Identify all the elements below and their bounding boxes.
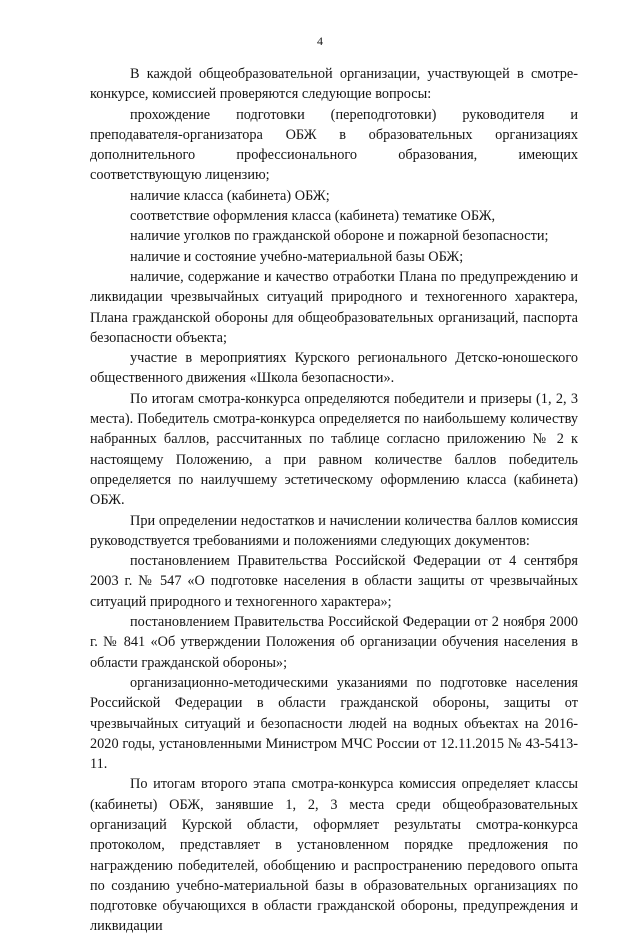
paragraph-item-material-base: наличие и состояние учебно-материальной базы ОБЖ; <box>130 248 464 265</box>
paragraph-winners: По итогам смотра-конкурса определяются победители и призеры (1, 2, 3 места). Победитель смотра-конкурса определяется по наибольшему количеству набранных баллов, рассчитанных по таблице согласно приложению № 2 к настоящему Положению, а при равном количестве баллов победитель определяется по наилучшему эстетическому оформлению класса (кабинета) ОБЖ. <box>90 390 578 509</box>
paragraph-guidelines: организационно-методическими указаниями по подготовке населения Российской Федерации в области гражданской обороны, защиты от чрезвычайных ситуаций и безопасности людей на водных объектах на 2016-2020 годы, установленными Министром МЧС России от 12.11.2015 № 43-5413-11. <box>90 674 578 773</box>
paragraph-second-stage: По итогам второго этапа смотра-конкурса комиссия определяет классы (кабинеты) ОБЖ, занявшие 1, 2, 3 места среди общеобразовательных организаций Курской области, оформляет результаты смотра-конкурса протоколом, представляет в установленном порядке предложения по награждению победителей, обобщению и распространению передового опыта по созданию учебно-материальной базы в образовательных организациях по подготовке обучающихся в области гражданской обороны, предупреждения и ликвидации <box>90 776 578 935</box>
paragraph-item-emergency-plan: наличие, содержание и качество отработки Плана по предупреждению и ликвидации чрезвычайных ситуаций природного и техногенного характера, Плана гражданской обороны для общеобразовательных организаций, паспорта безопасности объекта; <box>90 268 578 346</box>
page-number: 4 <box>317 34 323 48</box>
paragraph-documents-intro: При определении недостатков и начислении количества баллов комиссия руководствуется требованиями и положениями следующих документов: <box>90 512 578 549</box>
paragraph-item-training: прохождение подготовки (переподготовки) руководителя и преподавателя-организатора ОБЖ в образовательных организациях дополнительного профессионального образования, имеющих соответствующую лицензию; <box>90 106 578 184</box>
paragraph-item-design: соответствие оформления класса (кабинета) тематике ОБЖ, <box>130 208 496 225</box>
paragraph-item-classroom: наличие класса (кабинета) ОБЖ; <box>130 187 330 204</box>
document-body <box>90 64 578 937</box>
paragraph-intro: В каждой общеобразовательной организации, участвующей в смотре-конкурсе, комиссией проверяются следующие вопросы: <box>90 66 578 103</box>
paragraph-decree-841: постановлением Правительства Российской Федерации от 2 ноября 2000 г. № 841 «Об утверждении Положения об организации обучения населения в области гражданской обороны»; <box>90 614 578 671</box>
paragraph-decree-547: постановлением Правительства Российской Федерации от 4 сентября 2003 г. № 547 «О подготовке населения в области защиты от чрезвычайных ситуаций природного и техногенного характера»; <box>90 553 578 610</box>
paragraph-item-corners: наличие уголков по гражданской обороне и пожарной безопасности; <box>130 228 549 245</box>
paragraph-item-participation: участие в мероприятиях Курского регионального Детско-юношеского общественного движения «Школа безопасности». <box>90 350 578 387</box>
